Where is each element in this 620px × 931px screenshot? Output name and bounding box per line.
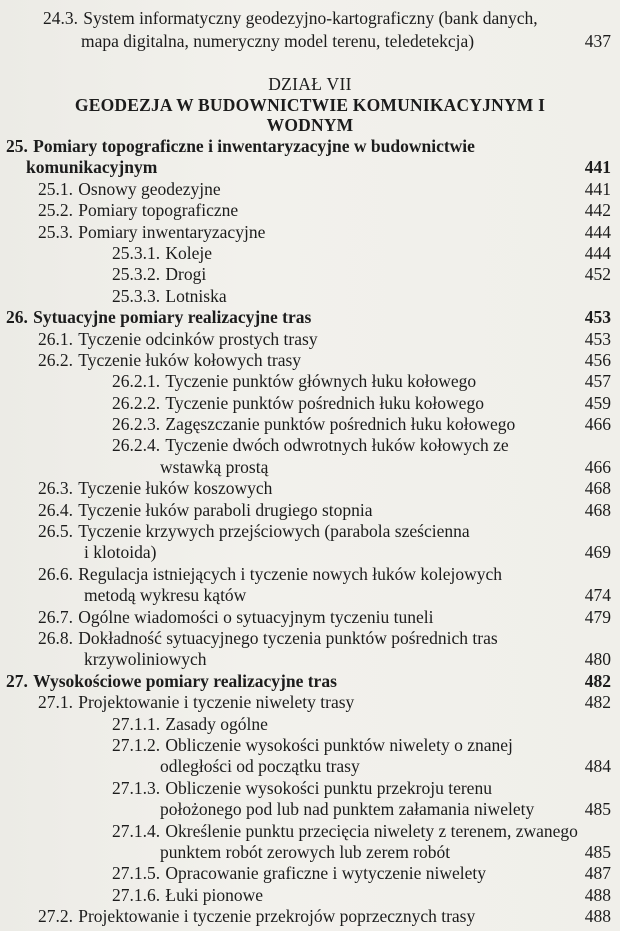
toc-entry-number: 27.2. bbox=[38, 906, 73, 927]
toc-entry-line bbox=[0, 136, 620, 157]
toc-entry-line bbox=[0, 628, 620, 649]
toc-entry-title-continued: położonego pod lub nad punktem załamania niwelety bbox=[160, 799, 535, 820]
toc-entry bbox=[0, 671, 620, 692]
toc-entry bbox=[0, 735, 620, 778]
toc-page-number: 441 bbox=[584, 157, 611, 178]
toc-entry-title: Tyczenie łuków kołowych trasy bbox=[78, 349, 302, 370]
toc-entry-line bbox=[0, 906, 620, 927]
toc-entry-title: Tyczenie punktów pośrednich łuku kołowego bbox=[165, 392, 484, 413]
toc-entry-title: Dokładność sytuacyjnego tyczenia punktów pośrednich tras bbox=[78, 627, 498, 648]
toc-entry bbox=[0, 371, 620, 392]
toc-entry-title-continued: punktem robót zerowych lub zerem robót bbox=[160, 841, 451, 862]
toc-entry-number: 25. bbox=[6, 136, 28, 156]
toc-entry-line bbox=[0, 30, 620, 53]
toc-entry-title-continued: krzywoliniowych bbox=[84, 649, 207, 670]
toc-entry-title: Sytuacyjne pomiary realizacyjne tras bbox=[33, 307, 312, 328]
toc-entry bbox=[0, 863, 620, 884]
toc-entry bbox=[0, 607, 620, 628]
toc-page-number: 488 bbox=[584, 906, 611, 927]
toc-entry-title: Obliczenie wysokości punktów niwelety o znanej bbox=[165, 734, 513, 755]
toc-entry-title: Lotniska bbox=[165, 285, 227, 306]
toc-entry bbox=[0, 243, 620, 264]
toc-entry-title: Projektowanie i tyczenie niwelety trasy bbox=[78, 692, 355, 713]
toc-entry-line bbox=[0, 756, 620, 777]
toc-page-number: 452 bbox=[584, 264, 611, 285]
toc-entry-number: 24.3. bbox=[43, 8, 78, 28]
toc-page-number: 484 bbox=[584, 756, 611, 777]
toc-entry-number: 26. bbox=[6, 307, 28, 328]
toc-page-number: 468 bbox=[584, 499, 611, 520]
toc-page-number: 444 bbox=[584, 221, 611, 242]
toc-entry-title: Projektowanie i tyczenie przekrojów poprzecznych trasy bbox=[78, 906, 476, 927]
toc-entry-title: Tyczenie łuków paraboli drugiego stopnia bbox=[78, 499, 373, 520]
toc-entry-line bbox=[0, 435, 620, 456]
toc-entry-number: 25.3.3. bbox=[112, 285, 161, 306]
toc-entry-number: 27.1. bbox=[38, 692, 73, 713]
toc-page-number: 482 bbox=[584, 670, 611, 691]
toc-entry-number: 26.1. bbox=[38, 328, 73, 349]
toc-entry-title-continued: odległości od początku trasy bbox=[160, 756, 360, 777]
toc-entry-line bbox=[0, 842, 620, 863]
toc-entry-line bbox=[0, 799, 620, 820]
toc-page-number: 485 bbox=[584, 841, 611, 862]
toc-entry-line bbox=[0, 735, 620, 756]
toc-entry-title: Tyczenie punktów głównych łuku kołowego bbox=[165, 371, 477, 392]
toc-entry bbox=[0, 692, 620, 713]
toc-entry-line bbox=[0, 521, 620, 542]
toc-entry-line bbox=[0, 714, 620, 735]
toc-page-number: 453 bbox=[584, 307, 611, 328]
toc-page-number: 468 bbox=[584, 478, 611, 499]
toc-entry-line bbox=[0, 222, 620, 243]
toc-entry-line bbox=[0, 564, 620, 585]
toc-entry bbox=[0, 821, 620, 864]
toc-entry-line bbox=[0, 200, 620, 221]
toc-entry-number: 26.2. bbox=[38, 349, 73, 370]
toc-page-number: 456 bbox=[584, 349, 611, 370]
toc-entry-title-continued: komunikacyjnym bbox=[26, 157, 158, 178]
toc-entry bbox=[0, 200, 620, 221]
toc-page-number: 480 bbox=[584, 649, 611, 670]
toc-entry bbox=[0, 564, 620, 607]
toc-entry-title: Osnowy geodezyjne bbox=[78, 178, 221, 199]
toc-entry bbox=[0, 286, 620, 307]
toc-page-number: 453 bbox=[584, 328, 611, 349]
toc-entry-number: 27.1.4. bbox=[112, 820, 161, 841]
toc-page-number: 488 bbox=[584, 884, 611, 905]
toc-page-number: 482 bbox=[584, 692, 611, 713]
toc-entry-24-3 bbox=[0, 7, 620, 53]
toc-entry-title: Określenie punktu przecięcia niwelety z terenem, zwanego bbox=[165, 820, 578, 841]
toc-entry-title-continued: mapa digitalna, numeryczny model terenu, teledetekcja) bbox=[81, 31, 475, 51]
toc-entry-number: 26.7. bbox=[38, 606, 73, 627]
toc-entry-line bbox=[0, 414, 620, 435]
toc-entry-line bbox=[0, 500, 620, 521]
toc-entry bbox=[0, 521, 620, 564]
toc-entry bbox=[0, 307, 620, 328]
toc-entry-line bbox=[0, 350, 620, 371]
toc-entry bbox=[0, 222, 620, 243]
toc-page-number: 437 bbox=[584, 31, 611, 51]
toc-page-number: 466 bbox=[584, 456, 611, 477]
toc-entry-number: 26.4. bbox=[38, 499, 73, 520]
toc-entry-number: 27.1.6. bbox=[112, 884, 161, 905]
toc-entry-line bbox=[0, 607, 620, 628]
toc-entry-line bbox=[0, 264, 620, 285]
toc-page-number: 441 bbox=[584, 178, 611, 199]
toc-entry-title: Zasady ogólne bbox=[165, 713, 268, 734]
toc-entry-title: Regulacja istniejących i tyczenie nowych łuków kolejowych bbox=[78, 563, 503, 584]
toc-entry-title: Tyczenie łuków koszowych bbox=[78, 478, 273, 499]
toc-page-number: 442 bbox=[584, 200, 611, 221]
toc-page-number: 469 bbox=[584, 542, 611, 563]
toc-entry-number: 26.2.4. bbox=[112, 435, 161, 456]
toc-entry-line bbox=[0, 243, 620, 264]
toc-entry-line bbox=[0, 692, 620, 713]
toc-page-number: 487 bbox=[584, 863, 611, 884]
division-title-line: WODNYM bbox=[266, 115, 354, 135]
toc-entry-title: Łuki pionowe bbox=[165, 884, 264, 905]
toc-page-number: 444 bbox=[584, 242, 611, 263]
toc-entry-line bbox=[0, 286, 620, 307]
toc-entry-number: 25.3.2. bbox=[112, 264, 161, 285]
toc-entry-number: 26.6. bbox=[38, 563, 73, 584]
toc-entry-title: Ogólne wiadomości o sytuacyjnym tyczeniu tuneli bbox=[78, 606, 434, 627]
toc-entry bbox=[0, 628, 620, 671]
toc-entry-line bbox=[0, 307, 620, 328]
toc-entry-title: Drogi bbox=[165, 264, 207, 285]
toc-entry-number: 26.2.1. bbox=[112, 371, 161, 392]
toc-entry-number: 25.1. bbox=[38, 178, 73, 199]
toc-entry-line bbox=[0, 329, 620, 350]
toc-entry-line bbox=[0, 885, 620, 906]
toc-entry-number: 27.1.3. bbox=[112, 777, 161, 798]
division-label: DZIAŁ VII bbox=[268, 74, 352, 94]
toc-entry-line bbox=[0, 778, 620, 799]
toc-entry bbox=[0, 414, 620, 435]
toc-entry-title-continued: metodą wykresu kątów bbox=[84, 585, 247, 606]
toc-entry-line bbox=[0, 863, 620, 884]
toc-page-number: 459 bbox=[584, 392, 611, 413]
toc-entry bbox=[0, 136, 620, 179]
toc-entry-title: Tyczenie dwóch odwrotnych łuków kołowych ze bbox=[165, 435, 509, 456]
toc-entry-line bbox=[0, 157, 620, 178]
toc-entry-number: 26.5. bbox=[38, 521, 73, 542]
toc-entry-title: Tyczenie krzywych przejściowych (parabola sześcienna bbox=[78, 521, 470, 542]
toc-entry-title-continued: i klotoida) bbox=[84, 542, 157, 563]
toc-entry-title: Wysokościowe pomiary realizacyjne tras bbox=[33, 670, 337, 691]
toc-entry bbox=[0, 885, 620, 906]
toc-entry-number: 25.3.1. bbox=[112, 242, 161, 263]
toc-entry-line bbox=[0, 585, 620, 606]
toc-entry bbox=[0, 329, 620, 350]
toc-entry-title: Pomiary topograficzne i inwentaryzacyjne w budownictwie bbox=[33, 136, 475, 156]
toc-page-number: 466 bbox=[584, 414, 611, 435]
toc-entry-number: 27.1.2. bbox=[112, 734, 161, 755]
toc-entry-title: Opracowanie graficzne i wytyczenie niwelety bbox=[165, 863, 487, 884]
toc-entry bbox=[0, 478, 620, 499]
toc-entry-line bbox=[0, 821, 620, 842]
toc-entry-title: Pomiary topograficzne bbox=[78, 200, 239, 221]
toc-entry-number: 25.3. bbox=[38, 221, 73, 242]
division-title-line: GEODEZJA W BUDOWNICTWIE KOMUNIKACYJNYM I bbox=[74, 95, 546, 115]
toc-entry-line bbox=[0, 671, 620, 692]
toc-entry-title-continued: wstawką prostą bbox=[160, 456, 269, 477]
toc-entry-title: System informatyczny geodezyjno-kartograficzny (bank danych, bbox=[83, 8, 538, 28]
toc-page-number: 485 bbox=[584, 799, 611, 820]
toc-page-number: 474 bbox=[584, 585, 611, 606]
toc-entry-line bbox=[0, 649, 620, 670]
toc-entry bbox=[0, 778, 620, 821]
toc-entry-line bbox=[0, 179, 620, 200]
toc-entry bbox=[0, 435, 620, 478]
toc-entry-number: 26.2.3. bbox=[112, 414, 161, 435]
toc-entry bbox=[0, 500, 620, 521]
toc-entry-title: Koleje bbox=[165, 242, 213, 263]
toc-entry-line bbox=[0, 542, 620, 563]
toc-entry-title: Obliczenie wysokości punktu przekroju terenu bbox=[165, 777, 492, 798]
toc-page-number: 479 bbox=[584, 606, 611, 627]
toc-entry-title: Pomiary inwentaryzacyjne bbox=[78, 221, 266, 242]
toc-entry bbox=[0, 264, 620, 285]
toc-entry-number: 27.1.5. bbox=[112, 863, 161, 884]
toc-entry bbox=[0, 350, 620, 371]
toc-entry-number: 25.2. bbox=[38, 200, 73, 221]
toc-entry-line bbox=[0, 393, 620, 414]
toc-entry-line bbox=[0, 371, 620, 392]
toc-entry-line bbox=[0, 457, 620, 478]
toc-entry bbox=[0, 906, 620, 927]
toc-entry bbox=[0, 179, 620, 200]
toc-entry-number: 27.1.1. bbox=[112, 713, 161, 734]
toc-entry-line bbox=[0, 478, 620, 499]
toc-entry-line bbox=[0, 7, 620, 30]
toc-entry bbox=[0, 393, 620, 414]
toc-entry-title: Zagęszczanie punktów pośrednich łuku kołowego bbox=[165, 414, 516, 435]
toc-page-number: 457 bbox=[584, 371, 611, 392]
toc-entry-number: 26.8. bbox=[38, 627, 73, 648]
toc-entry-title: Tyczenie odcinków prostych trasy bbox=[78, 328, 318, 349]
division-heading bbox=[0, 74, 620, 135]
toc-entry bbox=[0, 714, 620, 735]
toc-entries bbox=[0, 136, 620, 927]
toc-entry-number: 26.2.2. bbox=[112, 392, 161, 413]
toc-entry-number: 26.3. bbox=[38, 478, 73, 499]
toc-entry-number: 27. bbox=[6, 670, 28, 691]
